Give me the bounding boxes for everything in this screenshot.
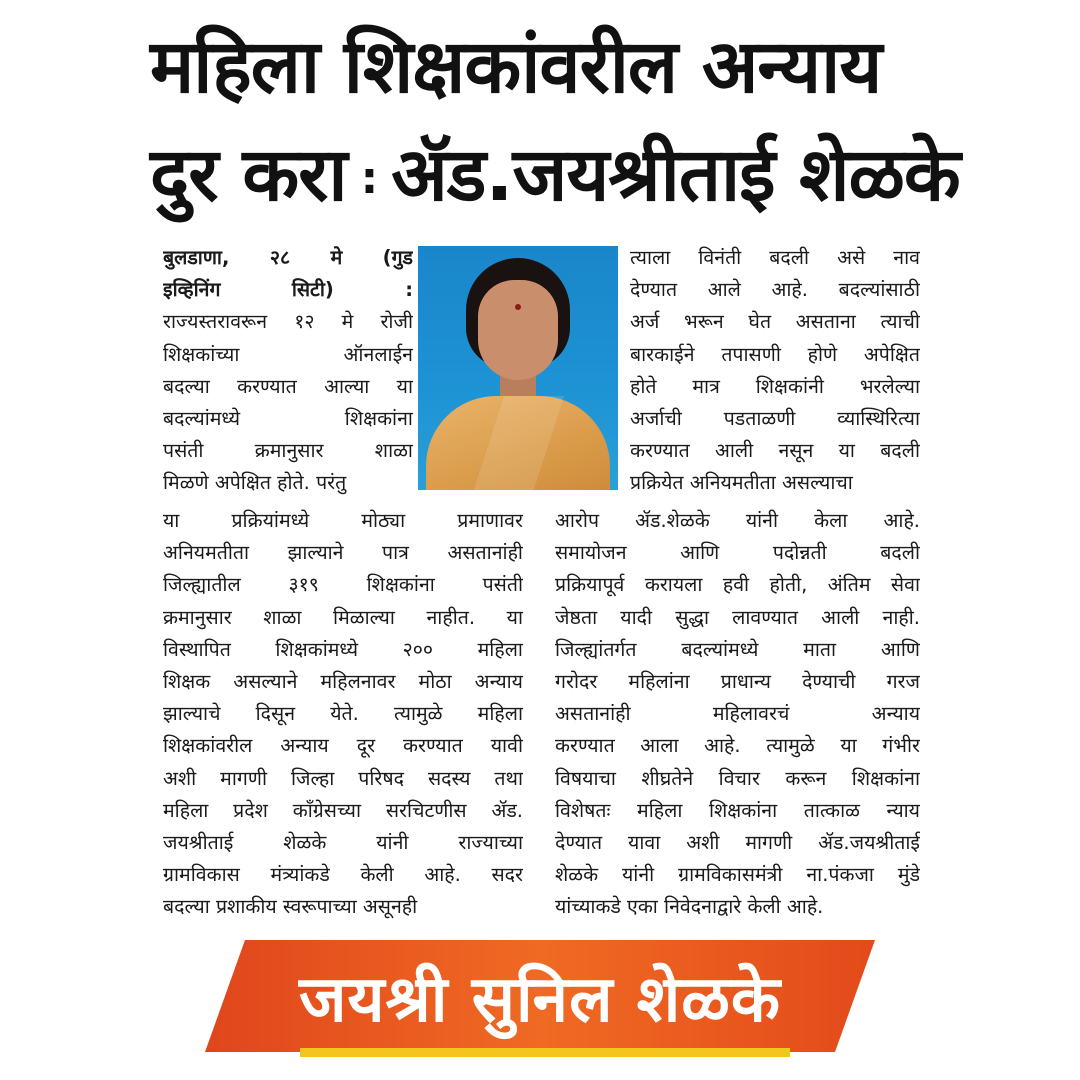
article-line: झाल्याचे दिसून येते. त्यामुळे महिला (163, 702, 523, 726)
article-line: विषयाचा शीघ्रतेने विचार करून शिक्षकांना (555, 766, 920, 790)
article-line: मिळणे अपेक्षित होते. परंतु (163, 471, 347, 495)
article-line: जिल्ह्यातील ३१९ शिक्षकांना पसंती (163, 573, 523, 597)
article-line: करण्यात आली नसून या बदली (630, 439, 920, 463)
article-line: गरोदर महिलांना प्राधान्य देण्याची गरज (555, 669, 920, 693)
article-line: इव्हिनिंग सिटी) : (163, 278, 413, 302)
article-line: अशी मागणी जिल्हा परिषद सदस्य तथा (163, 766, 523, 790)
article-line: बुलडाणा, २८ मे (गुड (163, 246, 413, 269)
article-line: देण्यात आले आहे. बदल्यांसाठी (630, 278, 920, 302)
article-line: शिक्षकांवरील अन्याय दूर करण्यात यावी (163, 734, 523, 758)
article-line: असतानांही महिलावरचं अन्याय (555, 702, 920, 726)
article-line: विस्थापित शिक्षकांमध्ये २०० महिला (163, 637, 523, 661)
article-line: जिल्ह्यांतर्गत बदल्यांमध्ये माता आणि (555, 637, 920, 661)
headline-line-2 (150, 132, 960, 218)
article-line: होते मात्र शिक्षकांनी भरलेल्या (630, 374, 920, 398)
headline-name: ॲड.जयश्रीताई शेळके (391, 132, 960, 218)
portrait-photo (418, 246, 618, 490)
article-line: समायोजन आणि पदोन्नती बदली (555, 541, 920, 565)
article-line: जयश्रीताई शेळके यांनी राज्याच्या (163, 830, 523, 854)
headline-separator: : (360, 153, 378, 205)
article-column-left-bottom (163, 505, 523, 923)
article-column-right-top (630, 242, 920, 500)
article-line: प्रक्रियापूर्व करायला हवी होती, अंतिम सेवा (555, 573, 920, 597)
article-line: बारकाईने तपासणी होणे अपेक्षित (630, 342, 920, 366)
article-column-right-bottom (555, 505, 920, 923)
article-line: बदल्यांमध्ये शिक्षकांना (163, 406, 413, 430)
article-line: करण्यात आला आहे. त्यामुळे या गंभीर (555, 734, 920, 758)
article-line: शिक्षकांच्या ऑनलाईन (163, 342, 413, 366)
headline-line-1: महिला शिक्षकांवरील अन्याय (150, 24, 882, 110)
banner-underline (300, 1048, 790, 1057)
article-line: त्याला विनंती बदली असे नाव (630, 246, 920, 269)
article-line: प्रक्रियेत अनियमतीता असल्याचा (630, 471, 853, 495)
article-line: शेळके यांनी ग्रामविकासमंत्री ना.पंकजा मुंडे (555, 863, 920, 887)
banner-name: जयश्री सुनिल शेळके (298, 962, 782, 1037)
article-line: क्रमानुसार शाळा मिळाल्या नाहीत. या (163, 605, 523, 629)
article-line: या प्रक्रियांमध्ये मोठ्या प्रमाणावर (163, 509, 523, 532)
article-line: राज्यस्तरावरून १२ मे रोजी (163, 310, 413, 334)
article-line: महिला प्रदेश कॉंग्रेसच्या सरचिटणीस ॲड. (163, 798, 523, 822)
article-line: पसंती क्रमानुसार शाळा (163, 439, 413, 463)
article-line: विशेषतः महिला शिक्षकांना तात्काळ न्याय (555, 798, 920, 822)
article-line: जेष्ठता यादी सुद्धा लावण्यात आली नाही. (555, 605, 920, 629)
article-line: अनियमतीता झाल्याने पात्र असतानांही (163, 541, 523, 565)
article-column-left-top (163, 242, 413, 500)
headline-main: दुर करा (150, 132, 347, 218)
article-line: यांच्याकडे एका निवेदनाद्वारे केली आहे. (555, 895, 824, 919)
article-line: अर्ज भरून घेत असताना त्याची (630, 310, 920, 334)
article-line: अर्जाची पडताळणी व्यास्थिरित्या (630, 406, 920, 430)
article-line: देण्यात यावा अशी मागणी ॲड.जयश्रीताई (555, 830, 920, 854)
article-line: आरोप ॲड.शेळके यांनी केला आहे. (555, 509, 920, 532)
article-line: ग्रामविकास मंत्र्यांकडे केली आहे. सदर (163, 863, 523, 887)
article-line: बदल्या करण्यात आल्या या (163, 374, 413, 398)
article-line: बदल्या प्रशाकीय स्वरूपाच्या असूनही (163, 895, 418, 919)
article-line: शिक्षक असल्याने महिलनावर मोठा अन्याय (163, 669, 523, 693)
